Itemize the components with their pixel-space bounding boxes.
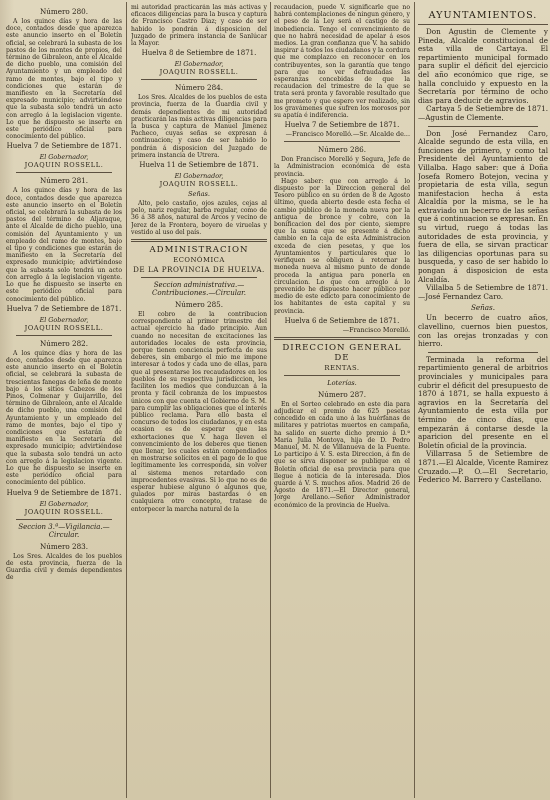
- signatory-role: El Gobernador,: [39, 499, 89, 508]
- signatory-role: El Gobernador,: [39, 315, 89, 324]
- signature-line: —Francisco Morelló.—Sr. Alcalde de...: [285, 130, 410, 139]
- divider: [16, 172, 112, 173]
- signatory-role: El Gobernador,: [39, 153, 89, 162]
- notice-date: Huelva 6 de Setiembre de 1871.: [284, 316, 400, 325]
- column-2: [131, 4, 267, 796]
- divider: [428, 352, 538, 353]
- notice-body: A los quince días y hora de las doce, contados desde que aparezca este anuncio inserto en el Boletín oficial, se celebrará la subasta de los pastos del término de Aljaraque, ante el Alcalde de dicho pueblo, una comisión del Ayuntamiento y un empleado del ramo de montes, bajo el tipo y condiciones que estarán de manifiesto en la Secretaría del expresado municipio; advirtiéndose que la subasta solo tendrá un acto con arreglo á la legislacion vigente. Lo que he dispuesto se inserte en este periódico oficial para conocimiento del público.: [6, 187, 122, 303]
- divider: [284, 141, 400, 142]
- notice-heading: Don Francisco Morelló y Segura, Jefe de la Administracion económica de esta provincia.: [274, 156, 410, 178]
- notice-number: Número 280.: [39, 7, 89, 16]
- column-1: [6, 4, 122, 796]
- divider: [428, 126, 538, 127]
- signature-line: —Francisco Morelló.: [342, 325, 410, 334]
- divider: [16, 519, 112, 520]
- section-title: AYUNTAMIENTOS.: [428, 10, 538, 21]
- section-title: DIRECCION GENERAL DE: [282, 342, 402, 363]
- section-title: ADMINISTRACION: [149, 245, 249, 256]
- notice-number: Número 287.: [317, 389, 367, 399]
- notice-date: Huelva 9 de Setiembre de 1871.: [6, 488, 122, 497]
- notice-body: Hago saber: que con arreglo á lo dispuesto por la Direccion general del Tesoro público en su órden de 8 de Agosto último, queda abierto desde esta fecha el cambio público de la moneda nueva por la antigua de bronce y cobre, con la bonificacion del dos por ciento, siempre que la suma que se presente á dicho cambio en la caja de esta Administracion exceda de cien pesetas, y que los Ayuntamientos y particulares que lo verifiquen se obliguen á retornar la moneda nueva al mismo punto de donde proceda la antigua para ponerla en circulacion. Lo que con arreglo á lo prevenido he dispuesto hacer público por medio de este edicto para conocimiento de los habitantes de esta capital y su provincia.: [274, 177, 410, 315]
- section-subtitle: RENTAS.: [324, 363, 360, 372]
- notice-body: A los quince días y hora de las doce, contados desde que aparezca este anuncio inserto en el Boletín oficial, se celebrará la subasta de trescientas fanegas de leña de monte bajo á los sitios Cabezos de los Pinos, Colmenar y Guijarrillo, del término de Gibraleon, ante el Alcalde de dicho pueblo, una comisión del Ayuntamiento y un empleado del ramo de montes, bajo el tipo y condiciones que estarán de manifiesto en la Secretaría del expresado municipio; advirtiéndose que la subasta solo tendrá un acto con arreglo á la legislacion vigente. Lo que he dispuesto se inserte en este periódico oficial para conocimiento del público.: [6, 349, 122, 487]
- notice-number: Número 286.: [317, 145, 367, 155]
- notice-date: Huelva 7 de Setiembre de 1871.: [6, 142, 122, 151]
- column-divider: [414, 2, 415, 798]
- divider: [284, 375, 400, 376]
- description-heading: Señas.: [470, 303, 496, 313]
- column-divider: [126, 2, 127, 798]
- signatory-role: El Gobernador,: [174, 172, 224, 181]
- notice-date: Huelva 7 de Setiembre de 1871.: [6, 304, 122, 313]
- description-heading: Señas.: [187, 190, 211, 199]
- signatory-name: JOAQUIN ROSSELL.: [24, 507, 104, 516]
- signatory-name: JOAQUIN ROSSELL.: [24, 323, 104, 332]
- divider: [141, 79, 257, 80]
- notice-number: Número 284.: [174, 83, 224, 93]
- notice-body: A los quince días y hora de las doce, contados desde que aparezca este anuncio inserto en el Boletín oficial, se celebrará la subasta de los pastos de los montes de propios, del término de Gibraleon, ante el Alcalde de dicho pueblo, una comisión del Ayuntamiento y un empleado del ramo de montes, bajo el tipo y condiciones que estarán de manifiesto en la Secretaría del expresado municipio; advirtiéndose que la subasta solo tendrá un acto con arreglo á la legislacion vigente. Lo que he dispuesto se inserte en este periódico oficial para conocimiento del público.: [6, 18, 122, 141]
- notice-date: Huelva 7 de Setiembre de 1871.: [284, 121, 400, 130]
- notice-body: Terminada la reforma del repartimiento general de arbitrios provinciales y municipales para cubrir el déficit del presupuesto de 1870 á 1871, se halla expuesto á agravios en la Secretaría del Ayuntamiento de esta villa por término de cinco días, que empezarán á contarse desde la aparicion del presente en el Boletín oficial de la provincia.: [418, 354, 548, 450]
- column-divider: [270, 2, 271, 798]
- notice-body-continued: mi autoridad practicarán las más activas y eficaces diligencias para la busca y captura de Francisco Castro Diaz; y caso de ser habido lo pondrán á disposicion del Juzgado de primera instancia de Sanlúcar la Mayor.: [131, 4, 267, 48]
- notice-number: Número 283.: [39, 541, 89, 551]
- section-heading: Seccion 3.ª—Vigilancia.—Circular.: [18, 522, 110, 539]
- section-heading: Loterías.: [327, 378, 357, 387]
- section-subtitle: ECONÓMICA: [173, 256, 225, 265]
- notice-body: Don Agustin de Clemente y Pineda, Alcalde constitucional de esta villa de Cartaya. El repartimiento municipal formado para suplir el déficit del ejercicio del año económico que rige, se halla concluido y expuesto en la Secretaría por término de ocho dias para deducir de agravios.: [418, 27, 548, 105]
- double-divider: [274, 337, 410, 340]
- description-body: Un becerro de cuatro años, clavellino, cuernos bien puestos, con las orejas tronzadas y con hierro.: [418, 313, 548, 349]
- section-subtitle: DE LA PROVINCIA DE HUELVA.: [133, 265, 265, 275]
- divider: [418, 24, 548, 25]
- double-divider: [131, 239, 267, 242]
- section-heading: Seccion administrativa.—Contribuciones.—Circular.: [152, 281, 246, 298]
- notice-body: El cobro de la contribucion correspondiente al primer trimestre del actual ejercicio ha dado principio. Aun cuando no necesitan de excitaciones las autoridades locales de esta provincia, porque tienen conciencia perfecta de sus deberes, sin embargo el mio me impone interesar á todos y cada uno de ellas, para que al presentarse los recaudadores en los pueblos de su respectiva jurisdiccion, les faciliten los medios que conduzcan á la pronta y fácil cobranza de los impuestos únicos con que cuenta el Gobierno de S. M. para cumplir las obligaciones que el interés público reclama. Para ello basta el concurso de todos los ciudadanos, y en esta ocasion es de esperar que las exhortaciones que V. haga lleven el convencimiento de los deberes que tienen que llenar, los cuales están compendiados en mostrarse solícitos en el pago de lo que legítimamente les corresponda, sin volver al sistema menos retardado con improcedentes evasivas. Si lo que no es de esperar hubiese alguno ó algunos que, guiados por miras bastardas ó en cualquiera otro concepto, tratase de entorpecer la marcha natural de la: [131, 311, 267, 513]
- notice-body: En el Sorteo celebrado en este dia para adjudicar el premio de 625 pesetas concedido en cada uno á las huérfanas de militares y patriotas muertos en campaña, ha salido en suerte dicho premio á D.ª María Julia Montoya, hija de D. Pedro Manuel, M. N. de Villanueva de la Fuente. Lo participo á V. S. esta Direccion, á fin de que se sirva disponer se publique en el Boletín oficial de esa provincia para que llegue á noticia de la interesada. Dios guarde á V. S. muchos años. Madrid 26 de Agosto de 1871.—El Director general, Jorge Arellano.—Señor Administrador económico de la provincia de Huelva.: [274, 400, 410, 509]
- notice-body: Los Sres. Alcaldes de los pueblos de esta provincia, fuerza de la Guardia civil y demás dependientes de: [6, 552, 122, 582]
- notice-body: Los Sres. Alcaldes de los pueblos de esta provincia, fuerza de la Guardia civil y demás dependientes de mi autoridad practicarán las más activas diligencias para la busca y captura de Manuel Jimenez Pacheco, cuyas señas se expresan á continuacion; y caso de ser habido lo pondrán á disposicion del Juzgado de primera instancia de Utrera.: [131, 94, 267, 159]
- divider: [16, 335, 112, 336]
- divider: [141, 277, 257, 278]
- signatory-name: JOAQUIN ROSSELL.: [24, 161, 104, 170]
- notice-date: Villalba 5 de Setiembre de 1871.—José Fernandez Caro.: [418, 283, 548, 301]
- notice-number: Número 281.: [39, 176, 89, 186]
- column-4: [418, 4, 548, 796]
- signatory-name: JOAQUIN ROSSELL.: [159, 180, 239, 189]
- notice-date: Huelva 8 de Setiembre de 1871.: [141, 49, 257, 58]
- signatory-role: El Gobernador,: [174, 60, 224, 69]
- notice-number: Número 282.: [39, 338, 89, 348]
- signatory-name: JOAQUIN ROSSELL.: [159, 68, 239, 77]
- notice-date: Huelva 11 de Setiembre de 1871.: [139, 161, 259, 170]
- notice-body: Don José Fernandez Caro, Alcalde segundo de esta villa, en funciones de primero, y como tal Presidente del Ayuntamiento de Villalba. Hago saber: que á Doña Josefa Romero Botejon, vecina y propietaria de esta villa, segun manifestacion hecha á esta Alcaldía por la misma, se le ha extraviado un becerro de las señas que á continuacion se expresan. En su virtud, ruego á todas las autoridades de esta provincia, y fuera de ella, se sirvan practicar las diligencias oportunas para su busqueda, y caso de ser habido lo pongan á disposicion de esta Alcaldía.: [418, 128, 548, 284]
- notice-date: Cartaya 5 de Setiembre de 1871.—Agustin de Clemente.: [418, 104, 548, 122]
- column-3: [274, 4, 410, 796]
- notice-date: Villarrasa 5 de Setiembre de 1871.—El Alcalde, Vicente Ramirez Cruzado.—P. O.—El Secretario, Federico M. Barrero y Castellano.: [418, 449, 548, 485]
- description-body: Alto, pelo castaño, ojos azules, cejas al pelo, nariz regular, barba regular, como de 36 á 38 años, natural de Arcos y vecino de Jerez de la Frontera, boyero de viruelas y vestido al uso del país.: [131, 200, 267, 236]
- notice-body-continued: recaudacion, puede V. significarle que no habrá contemplaciones de ningun género, y el peso de la Ley será el castigo de su inobediencia. Tengo el convencimiento de que no habrá necesidad de apelar á esos medios. La gran confianza que V. ha sabido inspirar á todos los ciudadanos y la cordura que me complazco en reconocer en los contribuyentes, son la garantía que tengo para que no ver defraudadas las esperanzas concebidas de que la recaudacion del trimestre de la que se trata será pronta y favorable resultado que me prometo y que espero ver realizado, sin los gravámenes que sufren los morosos por su apatía é indiferencia.: [274, 4, 410, 120]
- notice-number: Número 285.: [174, 300, 224, 310]
